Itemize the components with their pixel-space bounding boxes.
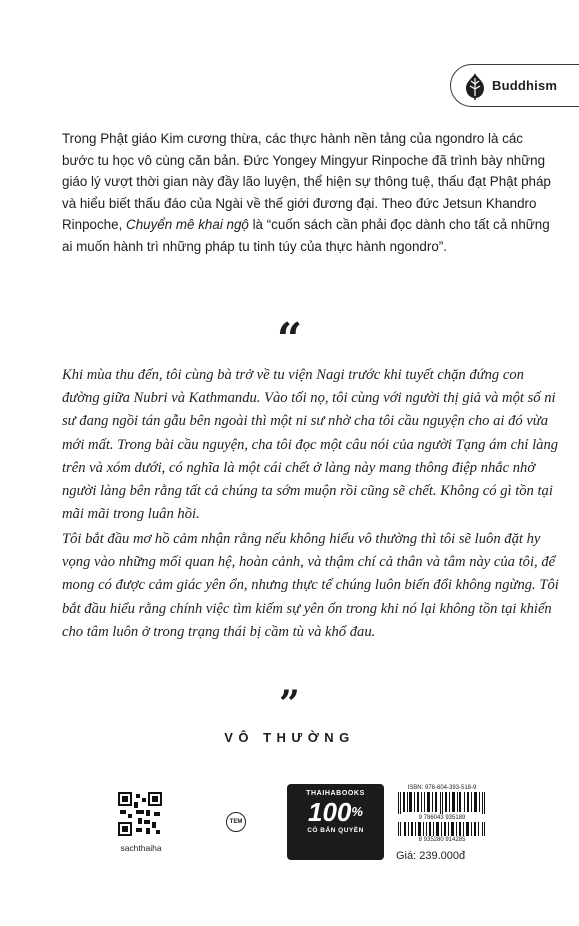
section-title: VÔ THƯỜNG [224,730,355,745]
product-barcode-icon [396,822,488,836]
qr-code-icon [118,792,162,836]
category-badge [450,64,579,107]
barcode2-number: 8 935280 914285 [418,837,466,843]
quote-paragraph-1: Khi mùa thu đến, tôi cùng bà trở về tu viện Nagi trước khi tuyết chặn đứng con đường giữa Nubri và Kathmandu. Vào tối nọ, tôi cùng với người thị giả và một số ni sư đang ngồi tán gẫu bên ngoài thì một ni sư nhờ cha tôi cầu nguyện cho ai đó vừa mới mất. Trong bài cầu nguyện, cha tôi đọc một câu nói của người Tạng ám chỉ làng trên và xóm dưới, có nghĩa là một cái chết ở làng này mang thông điệp nhắc nhở người làng bên rằng tất cả chúng ta sớm muộn rồi cũng sẽ chết. Không có gì tồn tại mãi mãi trong luân hồi. [62,367,559,523]
intro-text-after: là “cuốn sách cần phải đọc dành cho tất cả những ai muốn hành trì những pháp tu tinh túy của thực hành ngondro”. [62,217,550,254]
isbn-barcode-icon [396,792,488,814]
publisher-logo [287,784,384,860]
logo-percent: % [351,804,363,819]
logo-hundred-number: 100 [308,797,352,827]
intro-book-title: Chuyển mê khai ngộ [126,217,249,233]
price-label: Giá: 239.000đ [396,850,466,862]
tem-stamp: TEM [226,812,246,832]
logo-brand: THAIHABOOKS [306,790,365,797]
intro-paragraph [62,128,557,258]
quote-paragraph-2: Tôi bắt đầu mơ hồ cảm nhận rằng nếu không hiểu vô thường thì tôi sẽ luôn đặt hy vọng vào những mối quan hệ, hoàn cảnh, và thậm chí cả thân và tâm này của tôi, để mong có được cảm giác yên ổn, nhưng thực tế chúng luôn biến đổi không ngừng. Tôi bắt đầu hiểu rằng chính việc tìm kiếm sự yên ổn trong khi nó lại không tồn tại khiến cho tâm luôn ở trong trạng thái bị cầm tù và khổ đau. [62,531,559,640]
close-quote-mark: ” [279,683,300,725]
intro-text-before: Trong Phật giáo Kim cương thừa, các thực hành nền tảng của ngondro là các bước tu học vô cùng căn bản. Đức Yongey Mingyur Rinpoche đã trình bày những giáo lý vượt thời gian này đầy lão luyện, thể hiện sự thông tuệ, thấu đạt Phật pháp và hiểu biết thấu đáo của Ngài về thế giới đương đại. Theo đức Jetsun Khandro Rinpoche, [62,131,551,233]
logo-subtitle: CÓ BẢN QUYỀN [307,827,364,834]
barcode-number: 9 786043 935189 [418,815,466,821]
badge-label: Buddhism [492,78,558,93]
qr-label: sachthaiha [120,843,162,853]
logo-hundred [287,797,384,827]
open-quote-mark: “ [276,314,303,365]
isbn-label: ISBN: 978-604-393-518-9 [407,785,477,791]
bodhi-leaf-icon [464,72,486,100]
